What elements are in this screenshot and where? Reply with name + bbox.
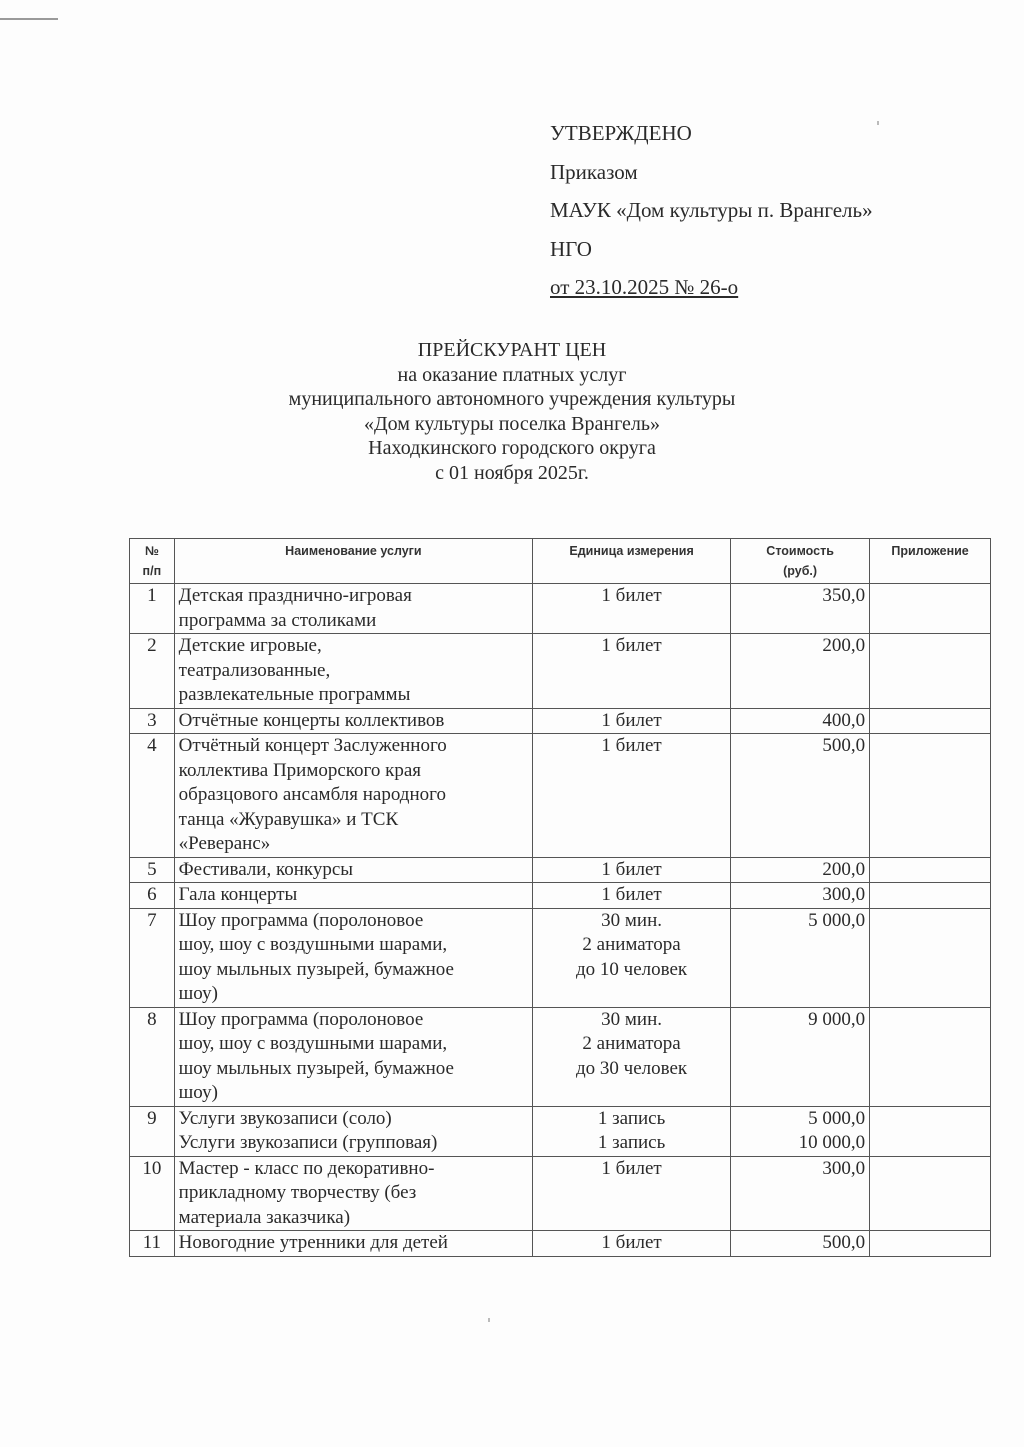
- header-number-line2: п/п: [142, 564, 162, 578]
- cost-value: [731, 883, 870, 909]
- header-service-name: Наименование услуги: [174, 539, 532, 584]
- unit-of-measure-line: 1 билет: [601, 709, 662, 731]
- appendix-cell: [870, 708, 991, 734]
- row-number: 8: [130, 1007, 175, 1106]
- cost-value-line: 300,0: [822, 884, 866, 905]
- header-number-line1: №: [144, 544, 159, 558]
- service-name-line: Мастер - класс по декоративно-: [178, 1157, 435, 1179]
- service-name-line: Услуги звукозаписи (соло): [178, 1107, 392, 1129]
- cost-value-line: 300,0: [822, 1157, 866, 1179]
- row-number: 4: [130, 734, 175, 858]
- unit-of-measure-line: 1 запись: [597, 1107, 666, 1129]
- unit-of-measure-line: 1 билет: [601, 884, 662, 905]
- service-name: [174, 634, 532, 709]
- cost-value: [731, 1007, 870, 1106]
- unit-of-measure: [533, 1231, 731, 1257]
- unit-of-measure: [533, 908, 731, 1007]
- title-effective-date: с 01 ноября 2025г.: [435, 461, 589, 484]
- approval-district: НГО: [550, 236, 592, 261]
- appendix-cell: [870, 857, 991, 883]
- cost-value-line: 500,0: [822, 1232, 866, 1253]
- unit-of-measure-line: 30 мин.: [601, 909, 662, 931]
- service-name-line: Детские игровые,: [178, 635, 322, 656]
- unit-of-measure: [533, 857, 731, 883]
- table-row: [130, 883, 991, 909]
- service-name-line: Новогодние утренники для детей: [178, 1232, 448, 1253]
- unit-of-measure-line: 2 аниматора: [582, 1033, 681, 1054]
- service-name-line: шоу, шоу с воздушными шарами,: [178, 934, 448, 955]
- service-name-line: Отчётные концерты коллективов: [178, 709, 445, 731]
- cost-value: [731, 734, 870, 858]
- row-number: 2: [130, 634, 175, 709]
- cost-value: [731, 708, 870, 734]
- table-row: [130, 857, 991, 883]
- header-cost: [731, 539, 870, 584]
- cost-value-line: 400,0: [822, 709, 866, 731]
- scan-speck: [877, 121, 879, 125]
- unit-of-measure-line: 1 билет: [601, 1232, 662, 1253]
- service-name: [174, 708, 532, 734]
- approval-order: Приказом: [550, 159, 638, 184]
- table-row: [130, 708, 991, 734]
- service-name: [174, 1106, 532, 1156]
- service-name-line: материала заказчика): [178, 1206, 351, 1228]
- service-name-line: развлекательные программы: [178, 684, 411, 705]
- unit-of-measure-line: 1 билет: [601, 735, 662, 756]
- service-name-line: театрализованные,: [178, 659, 331, 681]
- row-number: 10: [130, 1156, 175, 1231]
- service-name-line: коллектива Приморского края: [178, 759, 422, 781]
- row-number: 7: [130, 908, 175, 1007]
- header-number: [130, 539, 175, 584]
- appendix-cell: [870, 908, 991, 1007]
- service-name: [174, 584, 532, 634]
- cost-value-line: 200,0: [822, 858, 866, 880]
- service-name-line: шоу): [178, 1082, 218, 1103]
- appendix-cell: [870, 634, 991, 709]
- cost-value-line: 5 000,0: [808, 909, 866, 931]
- title-heading: ПРЕЙСКУРАНТ ЦЕН: [417, 339, 607, 361]
- unit-of-measure: [533, 734, 731, 858]
- service-name-line: Гала концерты: [178, 884, 298, 905]
- unit-of-measure: [533, 1156, 731, 1231]
- cost-value-line: 5 000,0: [808, 1107, 866, 1129]
- service-name-line: Отчётный концерт Заслуженного: [178, 735, 447, 756]
- title-subtitle-1: на оказание платных услуг: [397, 363, 627, 386]
- unit-of-measure: [533, 634, 731, 709]
- unit-of-measure-line: 2 аниматора: [582, 934, 681, 955]
- cost-value: [731, 857, 870, 883]
- table-row: [130, 1106, 991, 1156]
- service-name: [174, 734, 532, 858]
- service-name-line: шоу мыльных пузырей, бумажное: [178, 1057, 454, 1079]
- service-name-line: образцового ансамбля народного: [178, 784, 446, 805]
- cost-value: [731, 1156, 870, 1231]
- service-name-line: Шоу программа (поролоновое: [178, 909, 424, 931]
- cost-value: [731, 634, 870, 709]
- approval-date-number: от 23.10.2025 № 26-о: [550, 275, 739, 299]
- appendix-cell: [870, 883, 991, 909]
- table-row: [130, 1156, 991, 1231]
- row-number: 9: [130, 1106, 175, 1156]
- table-row: [130, 584, 991, 634]
- appendix-cell: [870, 1007, 991, 1106]
- service-name: [174, 857, 532, 883]
- service-name-line: танца «Журавушка» и ТСК: [178, 808, 399, 830]
- price-list-table: [129, 538, 991, 1257]
- approval-organization: МАУК «Дом культуры п. Врангель»: [550, 198, 873, 222]
- service-name-line: прикладному творчеству (без: [178, 1182, 417, 1203]
- header-cost-line2: (руб.): [783, 564, 818, 578]
- unit-of-measure: [533, 1007, 731, 1106]
- cost-value-line: 9 000,0: [808, 1008, 866, 1030]
- unit-of-measure: [533, 1106, 731, 1156]
- unit-of-measure-line: 1 запись: [597, 1132, 666, 1153]
- row-number: 3: [130, 708, 175, 734]
- table-row: [130, 1007, 991, 1106]
- row-number: 6: [130, 883, 175, 909]
- appendix-cell: [870, 1106, 991, 1156]
- appendix-cell: [870, 584, 991, 634]
- service-name: [174, 1007, 532, 1106]
- service-name-line: Фестивали, конкурсы: [178, 858, 354, 880]
- row-number: 5: [130, 857, 175, 883]
- service-name: [174, 908, 532, 1007]
- cost-value: [731, 584, 870, 634]
- unit-of-measure-line: 1 билет: [601, 585, 662, 606]
- service-name: [174, 1231, 532, 1257]
- service-name: [174, 1156, 532, 1231]
- table-header-row: [130, 539, 991, 584]
- approval-heading: УТВЕРЖДЕНО: [550, 121, 692, 145]
- cost-value: [731, 1106, 870, 1156]
- table-row: [130, 1231, 991, 1257]
- approval-stamp-block: [550, 114, 873, 307]
- cost-value-line: 10 000,0: [798, 1132, 866, 1153]
- header-unit: Единица измерения: [533, 539, 731, 584]
- unit-of-measure-line: 30 мин.: [601, 1008, 662, 1030]
- service-name-line: шоу): [178, 983, 218, 1004]
- service-name-line: Детская празднично-игровая: [178, 585, 412, 606]
- appendix-cell: [870, 1231, 991, 1257]
- service-name-line: шоу, шоу с воздушными шарами,: [178, 1033, 448, 1054]
- appendix-cell: [870, 734, 991, 858]
- table-row: [130, 734, 991, 858]
- cost-value-line: 500,0: [822, 735, 866, 756]
- header-appendix: Приложение: [870, 539, 991, 584]
- service-name-line: шоу мыльных пузырей, бумажное: [178, 958, 454, 980]
- row-number: 11: [130, 1231, 175, 1257]
- cost-value-line: 200,0: [822, 635, 866, 656]
- service-name-line: «Реверанс»: [178, 833, 271, 854]
- unit-of-measure: [533, 883, 731, 909]
- unit-of-measure: [533, 584, 731, 634]
- service-name-line: Шоу программа (поролоновое: [178, 1008, 424, 1030]
- unit-of-measure-line: 1 билет: [601, 1157, 662, 1179]
- service-name-line: Услуги звукозаписи (групповая): [178, 1132, 438, 1153]
- table-row: [130, 634, 991, 709]
- document-title: [0, 338, 1024, 485]
- appendix-cell: [870, 1156, 991, 1231]
- title-subtitle-4: Находкинского городского округа: [368, 437, 656, 459]
- service-name: [174, 883, 532, 909]
- unit-of-measure-line: до 10 человек: [575, 958, 688, 980]
- cost-value: [731, 908, 870, 1007]
- unit-of-measure: [533, 708, 731, 734]
- unit-of-measure-line: 1 билет: [601, 635, 662, 656]
- scan-edge-mark: [0, 18, 58, 20]
- table-row: [130, 908, 991, 1007]
- row-number: 1: [130, 584, 175, 634]
- service-name-line: программа за столиками: [178, 609, 377, 631]
- scan-speck: [488, 1318, 490, 1322]
- title-subtitle-2: муниципального автономного учреждения культуры: [288, 388, 736, 410]
- cost-value: [731, 1231, 870, 1257]
- cost-value-line: 350,0: [822, 585, 866, 606]
- unit-of-measure-line: 1 билет: [601, 858, 662, 880]
- header-cost-line1: Стоимость: [766, 544, 834, 558]
- unit-of-measure-line: до 30 человек: [575, 1057, 688, 1079]
- title-subtitle-3: «Дом культуры поселка Врангель»: [363, 412, 661, 435]
